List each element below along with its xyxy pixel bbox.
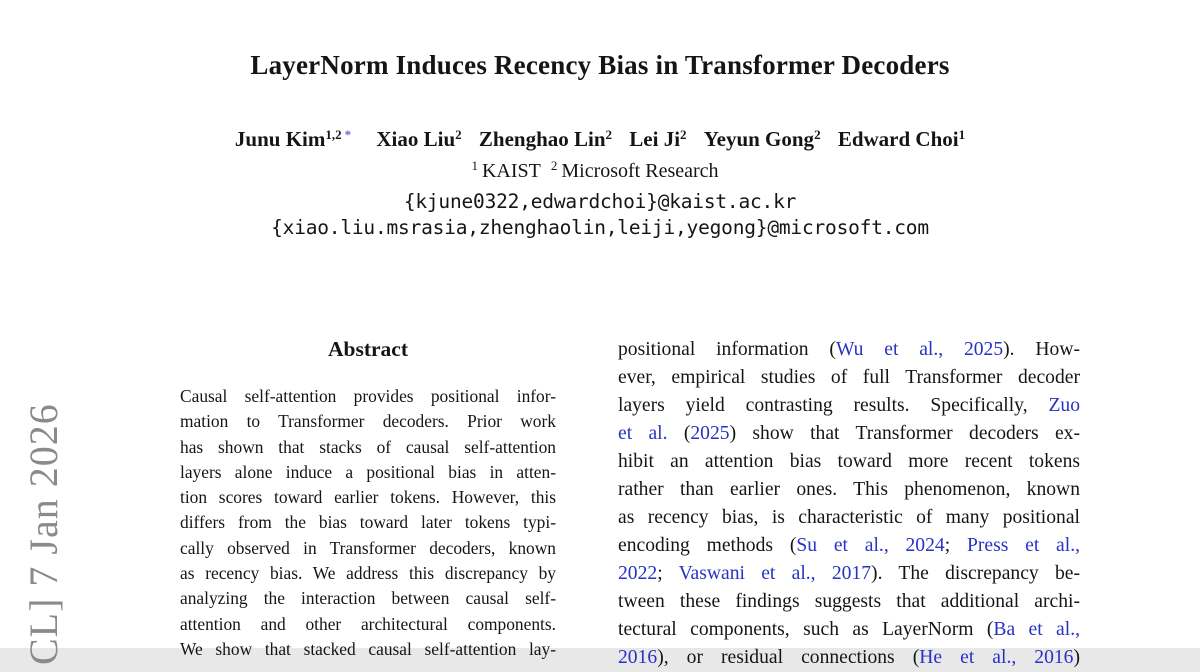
citation-link[interactable]: 2016 (618, 647, 658, 668)
text-span: rather than earlier ones. This phenomenon, known (618, 479, 1080, 500)
text-span: positional information ( (618, 339, 836, 360)
author-affil-superscript: 1 (958, 127, 966, 142)
text-line (180, 536, 556, 561)
citation-link[interactable]: 2022 (618, 563, 658, 584)
author-line (0, 127, 1200, 152)
author (838, 127, 965, 151)
text-line (180, 510, 556, 535)
text-span: ). The discrepancy be- (871, 563, 1080, 584)
text-line (180, 435, 556, 460)
text-span: analyzing the interaction between causal self- (180, 588, 556, 609)
text-line (180, 561, 556, 586)
text-span: ; (944, 535, 967, 556)
text-line (180, 612, 556, 637)
author-name: Edward Choi (837, 127, 959, 151)
author-affil-superscript: 2 (814, 127, 821, 142)
text-line (618, 476, 1080, 504)
text-line (180, 586, 556, 611)
text-line (618, 560, 1080, 588)
citation-link[interactable]: Press et al., (966, 535, 1080, 556)
affiliation-number: 1 (471, 158, 478, 173)
footnote-star-marker[interactable]: * (344, 127, 352, 142)
text-span: We show that stacked causal self-attention lay- (180, 638, 556, 659)
citation-link[interactable]: He et al., 2016 (919, 647, 1074, 668)
text-line (180, 460, 556, 485)
affiliation-name: KAIST (481, 160, 541, 182)
introduction-column-text (618, 336, 1080, 672)
text-span: Causal self-attention provides positional infor- (180, 386, 556, 406)
text-line (618, 588, 1080, 616)
affiliation-number: 2 (550, 158, 558, 173)
text-line (618, 420, 1080, 448)
text-line (618, 364, 1080, 392)
text-span: encoding methods ( (618, 535, 797, 556)
author-name: Xiao Liu (376, 127, 456, 151)
citation-link[interactable]: Vaswani et al., 2017 (678, 563, 872, 584)
text-span: ; (657, 563, 679, 584)
text-line (618, 392, 1080, 420)
citation-link[interactable]: et al. (618, 423, 668, 444)
author-affil-superscript: 1,2 (325, 127, 342, 142)
text-line (180, 485, 556, 510)
citation-link[interactable]: Zuo (1048, 395, 1080, 416)
text-line (618, 644, 1080, 672)
author (629, 127, 686, 151)
citation-link[interactable]: Wu et al., 2025 (835, 339, 1004, 360)
text-line (180, 409, 556, 434)
author-name: Yeyun Gong (703, 127, 815, 151)
text-span: ). How- (1003, 339, 1080, 360)
author (704, 127, 821, 151)
author (235, 127, 351, 151)
text-line (618, 532, 1080, 560)
email-line-microsoft: {xiao.liu.msrasia,zhenghaolin,leiji,yegong}@microsoft.com (271, 216, 929, 239)
citation-link[interactable]: Su et al., 2024 (796, 535, 945, 556)
text-span: ) show that Transformer decoders ex- (729, 423, 1080, 444)
abstract-text (180, 384, 556, 662)
text-span: ever, empirical studies of full Transformer decoder (618, 367, 1080, 388)
affiliation-name: Microsoft Research (561, 160, 719, 182)
author-name: Zhenghao Lin (478, 127, 606, 151)
text-span: ( (667, 423, 691, 444)
text-span: mation to Transformer decoders. Prior work (180, 411, 556, 432)
text-span: tween these findings suggests that additional archi- (618, 591, 1080, 612)
text-line (180, 637, 556, 662)
text-span: as recency bias, is characteristic of many positional (618, 507, 1080, 528)
text-span: ), or residual connections ( (657, 647, 920, 668)
author (376, 127, 461, 151)
citation-link[interactable]: 2025 (690, 423, 730, 444)
text-span: as recency bias. We address this discrepancy by (180, 563, 556, 584)
citation-link[interactable]: Ba et al., (993, 619, 1080, 640)
paper-title: LayerNorm Induces Recency Bias in Transformer Decoders (250, 50, 950, 80)
author-name: Junu Kim (234, 127, 326, 151)
text-line (180, 384, 556, 409)
author-affil-superscript: 2 (605, 127, 613, 142)
arxiv-watermark: CL] 7 Jan 2026 (21, 403, 66, 665)
text-line (618, 504, 1080, 532)
affiliation-line (0, 160, 1200, 183)
text-line (618, 616, 1080, 644)
text-span: tion scores toward earlier tokens. However, this (180, 487, 556, 508)
text-line (618, 336, 1080, 364)
text-span: attention and other architectural components. (180, 613, 556, 634)
text-span: layers alone induce a positional bias in atten- (180, 461, 556, 482)
text-span: ) (1073, 647, 1080, 668)
text-line (618, 448, 1080, 476)
author-affil-superscript: 2 (455, 127, 462, 142)
text-span: cally observed in Transformer decoders, known (180, 537, 556, 558)
text-span: layers yield contrasting results. Specifically, (618, 395, 1049, 416)
text-span: hibit an attention bias toward more recent tokens (618, 451, 1080, 472)
author-name: Lei Ji (629, 127, 681, 151)
text-span: tectural components, such as LayerNorm ( (618, 619, 994, 640)
text-span: has shown that stacks of causal self-attention (180, 436, 556, 457)
author (479, 127, 612, 151)
author-affil-superscript: 2 (680, 127, 687, 142)
email-line-kaist: {kjune0322,edwardchoi}@kaist.ac.kr (403, 190, 797, 213)
abstract-heading: Abstract (327, 337, 408, 361)
text-span: differs from the bias toward later tokens typi- (180, 512, 556, 533)
